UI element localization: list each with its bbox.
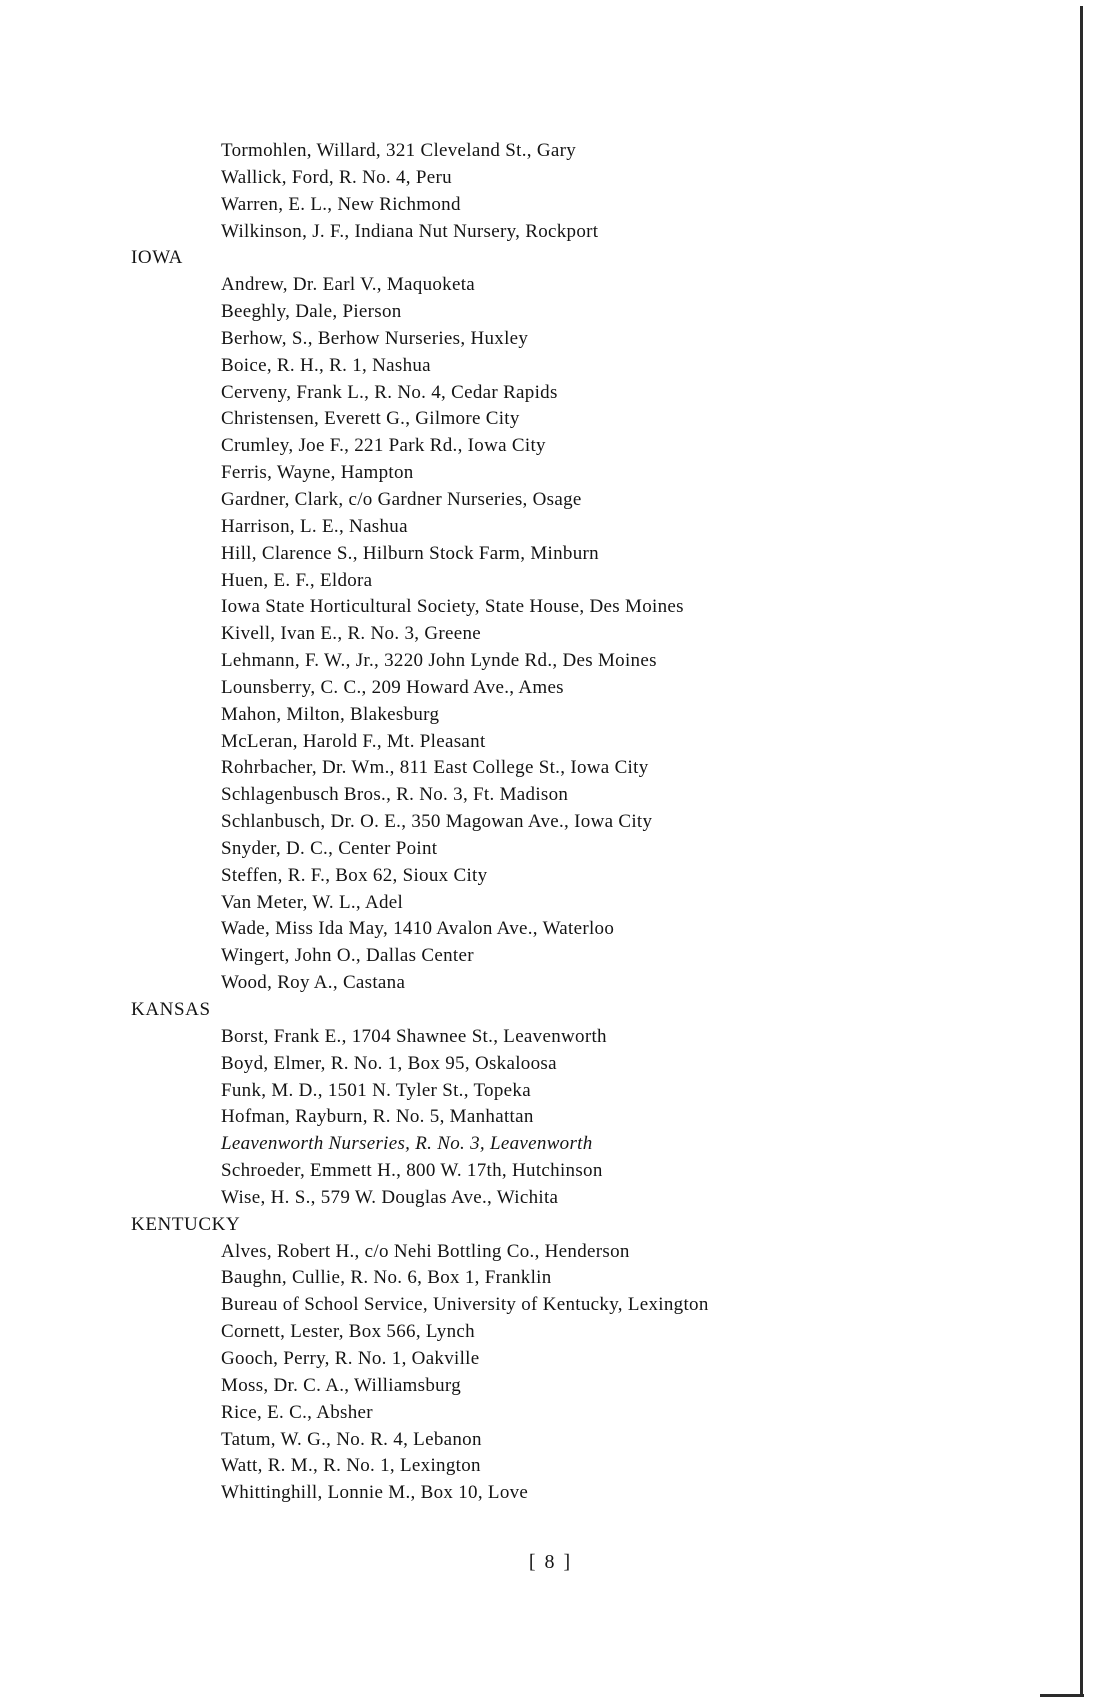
listing-entry: Leavenworth Nurseries, R. No. 3, Leavenworth	[221, 1133, 593, 1155]
listing-entry: Wilkinson, J. F., Indiana Nut Nursery, Rockport	[221, 220, 599, 242]
listing-entry: Wallick, Ford, R. No. 4, Peru	[221, 166, 452, 188]
listing-entry: Kivell, Ivan E., R. No. 3, Greene	[221, 623, 481, 645]
listing-entry: Funk, M. D., 1501 N. Tyler St., Topeka	[221, 1079, 531, 1101]
listing-entry: Berhow, S., Berhow Nurseries, Huxley	[221, 327, 529, 349]
listing-entry: Lehmann, F. W., Jr., 3220 John Lynde Rd., Des Moines	[221, 650, 657, 672]
listing-entry: Cerveny, Frank L., R. No. 4, Cedar Rapids	[221, 381, 558, 403]
listing-entry: Boyd, Elmer, R. No. 1, Box 95, Oskaloosa	[221, 1052, 557, 1074]
listing-entry: Watt, R. M., R. No. 1, Lexington	[221, 1455, 481, 1477]
listing-entry: Wise, H. S., 579 W. Douglas Ave., Wichita	[221, 1186, 559, 1208]
listing-entry: Van Meter, W. L., Adel	[221, 891, 404, 913]
page-number: [ 8 ]	[528, 1551, 573, 1573]
listing-entry: Schlanbusch, Dr. O. E., 350 Magowan Ave., Iowa City	[221, 811, 653, 833]
listing-entry: Rice, E. C., Absher	[221, 1401, 373, 1423]
listing-entry: Cornett, Lester, Box 566, Lynch	[221, 1321, 475, 1343]
listing-entry: Alves, Robert H., c/o Nehi Bottling Co., Henderson	[221, 1240, 630, 1262]
listing-entry: Tatum, W. G., No. R. 4, Lebanon	[221, 1428, 482, 1450]
listing-entry: Wood, Roy A., Castana	[221, 972, 406, 994]
listing-entry: Steffen, R. F., Box 62, Sioux City	[221, 864, 488, 886]
listing-entry: Tormohlen, Willard, 321 Cleveland St., Gary	[221, 140, 577, 161]
listing-entry: Warren, E. L., New Richmond	[221, 193, 461, 215]
listing-entry: Andrew, Dr. Earl V., Maquoketa	[221, 274, 476, 296]
listing-entry: Boice, R. H., R. 1, Nashua	[221, 354, 431, 376]
listing-entry: Huen, E. F., Eldora	[221, 569, 373, 591]
listing-entry: Crumley, Joe F., 221 Park Rd., Iowa City	[221, 435, 546, 457]
listing-entry: Iowa State Horticultural Society, State House, Des Moines	[221, 596, 684, 618]
listing-entry: Schroeder, Emmett H., 800 W. 17th, Hutchinson	[221, 1160, 603, 1182]
listing-entry: Snyder, D. C., Center Point	[221, 837, 438, 859]
listing-entry: Wingert, John O., Dallas Center	[221, 945, 474, 967]
listing-entry: Gooch, Perry, R. No. 1, Oakville	[221, 1347, 480, 1369]
listing-entry: Bureau of School Service, University of Kentucky, Lexington	[221, 1294, 709, 1316]
page-edge-rule-bottom	[1040, 1694, 1084, 1697]
listing-entry: Mahon, Milton, Blakesburg	[221, 703, 440, 725]
listing-entry: Harrison, L. E., Nashua	[221, 515, 408, 537]
state-heading-kansas: KANSAS	[131, 999, 211, 1020]
listing-entry: McLeran, Harold F., Mt. Pleasant	[221, 730, 486, 752]
listing-entry: Christensen, Everett G., Gilmore City	[221, 408, 520, 430]
listing-entry: Baughn, Cullie, R. No. 6, Box 1, Franklin	[221, 1267, 552, 1289]
member-listing	[0, 138, 1101, 1507]
listing-entry: Hill, Clarence S., Hilburn Stock Farm, Minburn	[221, 542, 599, 564]
listing-entry: Hofman, Rayburn, R. No. 5, Manhattan	[221, 1106, 534, 1128]
listing-entry: Beeghly, Dale, Pierson	[221, 301, 402, 323]
listing-entry: Schlagenbusch Bros., R. No. 3, Ft. Madison	[221, 784, 569, 806]
listing-entry: Whittinghill, Lonnie M., Box 10, Love	[221, 1482, 529, 1504]
listing-entry: Rohrbacher, Dr. Wm., 811 East College St., Iowa City	[221, 757, 649, 779]
listing-entry: Borst, Frank E., 1704 Shawnee St., Leavenworth	[221, 1025, 607, 1047]
listing-entry: Wade, Miss Ida May, 1410 Avalon Ave., Waterloo	[221, 918, 615, 940]
listing-entry: Ferris, Wayne, Hampton	[221, 462, 414, 484]
state-heading-iowa: IOWA	[131, 247, 183, 269]
listing-entry: Lounsberry, C. C., 209 Howard Ave., Ames	[221, 676, 564, 698]
state-heading-kentucky: KENTUCKY	[131, 1213, 241, 1235]
listing-entry: Moss, Dr. C. A., Williamsburg	[221, 1374, 462, 1396]
listing-entry: Gardner, Clark, c/o Gardner Nurseries, Osage	[221, 488, 582, 510]
